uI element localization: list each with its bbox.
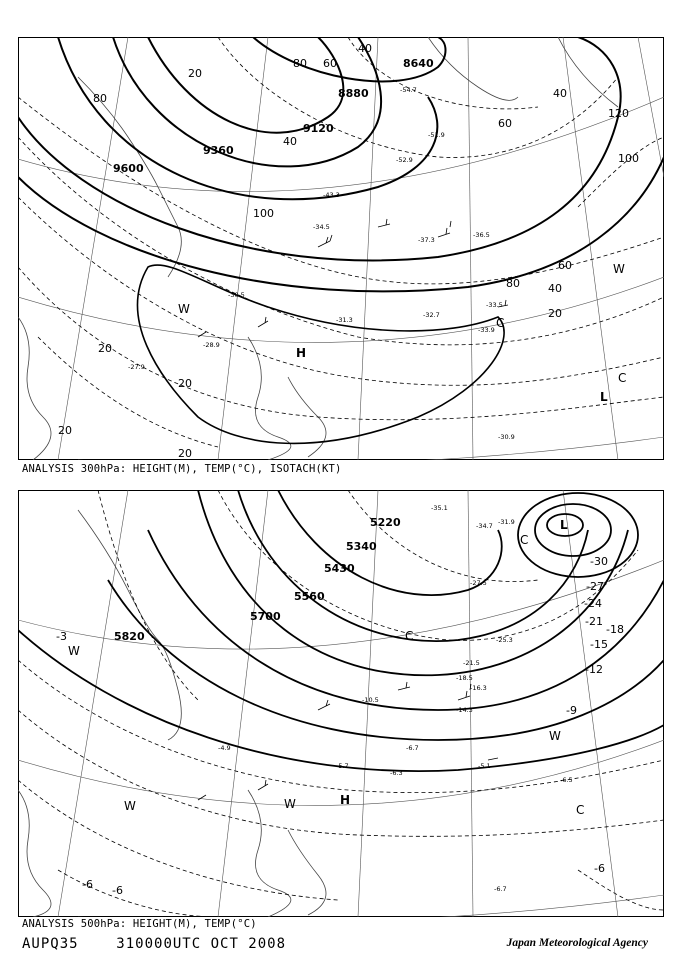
station-temp: -34.5	[313, 223, 330, 231]
station-temp: -4.9	[218, 744, 231, 752]
station-temp: -6.5	[560, 776, 573, 784]
station-temp: -32.7	[423, 311, 440, 319]
height-label: 5220	[370, 516, 401, 529]
station-temp: -43.3	[323, 191, 340, 199]
isotach-label: 100	[618, 152, 639, 165]
station-temp: -27.5	[470, 579, 487, 587]
isotach-label: 40	[283, 135, 297, 148]
station-temp: -27.9	[128, 363, 145, 371]
station-temp: -21.5	[463, 659, 480, 667]
isotach-label: 80	[93, 92, 107, 105]
panel-caption-500hpa: ANALYSIS 500hPa: HEIGHT(M), TEMP(°C)	[22, 918, 257, 930]
cold-center-marker: C	[405, 629, 414, 643]
cold-center-marker: C	[618, 371, 627, 385]
warm-center-marker: W	[613, 262, 625, 276]
warm-center-marker: W	[549, 729, 561, 743]
height-label: 9360	[203, 144, 234, 157]
station-temp: -5.7	[336, 762, 349, 770]
height-label: 5560	[294, 590, 325, 603]
cold-center-marker: C	[496, 316, 505, 330]
analysis-map-300hpa	[18, 37, 664, 460]
isotach-label: 20	[178, 447, 192, 460]
agency-credit: Japan Meteorological Agency	[506, 937, 648, 949]
station-temp: -52.9	[396, 156, 413, 164]
temp-contour-label: -6	[82, 878, 93, 891]
temp-contour-label: -6	[594, 862, 605, 875]
isotach-label: 80	[506, 277, 520, 290]
station-temp: -36.5	[473, 231, 490, 239]
warm-center-marker: W	[178, 302, 190, 316]
warm-center-marker: W	[68, 644, 80, 658]
cold-center-marker: C	[576, 803, 585, 817]
station-temp: -31.3	[336, 316, 353, 324]
isotach-label: 80	[293, 57, 307, 70]
temp-contour-label: -24	[584, 597, 602, 610]
isotach-label: 20	[548, 307, 562, 320]
isotach-label: 20	[98, 342, 112, 355]
isotach-label: 100	[253, 207, 274, 220]
temp-contour-label: -21	[585, 615, 603, 628]
station-temp: -37.3	[418, 236, 435, 244]
temp-contour-label: -18	[606, 623, 624, 636]
warm-center-marker: W	[284, 797, 296, 811]
station-temp: -6.7	[406, 744, 419, 752]
isotach-label: 120	[608, 107, 629, 120]
station-temp: -30.5	[228, 291, 245, 299]
station-temp: -10.5	[362, 696, 379, 704]
chart-identifier	[22, 936, 286, 952]
station-temp: -30.9	[498, 433, 515, 441]
cold-center-marker: C	[520, 533, 529, 547]
valid-time: 310000UTC OCT 2008	[116, 936, 287, 952]
height-label: 5340	[346, 540, 377, 553]
temp-contour-label: -12	[585, 663, 603, 676]
station-temp: -51.9	[428, 131, 445, 139]
temp-contour-label: -27	[586, 580, 604, 593]
height-label: 5700	[250, 610, 281, 623]
isotach-label: 20	[58, 424, 72, 437]
low-center-marker: L	[600, 390, 608, 404]
station-temp: -33.9	[478, 326, 495, 334]
height-label: 8640	[403, 57, 434, 70]
station-temp: -6.7	[494, 885, 507, 893]
station-temp: -35.1	[431, 504, 448, 512]
isotach-label: 20	[188, 67, 202, 80]
height-label: 5820	[114, 630, 145, 643]
temp-contour-label: -3	[56, 630, 67, 643]
station-temp: -16.3	[470, 684, 487, 692]
height-label: 9120	[303, 122, 334, 135]
station-temp: -31.9	[498, 518, 515, 526]
panel-caption-300hpa: ANALYSIS 300hPa: HEIGHT(M), TEMP(°C), ISOTACH(KT)	[22, 463, 342, 475]
temp-contour-label: -30	[590, 555, 608, 568]
height-label: 5430	[324, 562, 355, 575]
station-temp: -14.3	[456, 706, 473, 714]
temp-contour-label: -9	[566, 704, 577, 717]
station-temp: -5.1	[478, 762, 491, 770]
temp-contour-label: -6	[112, 884, 123, 897]
station-temp: -33.5	[486, 301, 503, 309]
isotach-label: 40	[553, 87, 567, 100]
warm-center-marker: W	[124, 799, 136, 813]
high-center-marker: H	[296, 346, 307, 360]
isotach-label: 60	[323, 57, 337, 70]
isotach-label: 60	[558, 259, 572, 272]
high-center-marker: H	[340, 793, 351, 807]
station-temp: -25.3	[496, 636, 513, 644]
station-temp: -54.7	[400, 86, 417, 94]
station-temp: -34.7	[476, 522, 493, 530]
height-label: 9600	[113, 162, 144, 175]
station-temp: -18.5	[456, 674, 473, 682]
isotach-label: 40	[358, 42, 372, 55]
isotach-label: 60	[498, 117, 512, 130]
analysis-map-500hpa	[18, 490, 664, 917]
height-label: 8880	[338, 87, 369, 100]
low-center-marker: L	[560, 518, 568, 532]
isotach-label: 20	[178, 377, 192, 390]
isotach-label: 40	[548, 282, 562, 295]
temp-contour-label: -15	[590, 638, 608, 651]
product-id: AUPQ35	[22, 936, 79, 952]
station-temp: -6.3	[390, 769, 403, 777]
station-temp: -28.9	[203, 341, 220, 349]
